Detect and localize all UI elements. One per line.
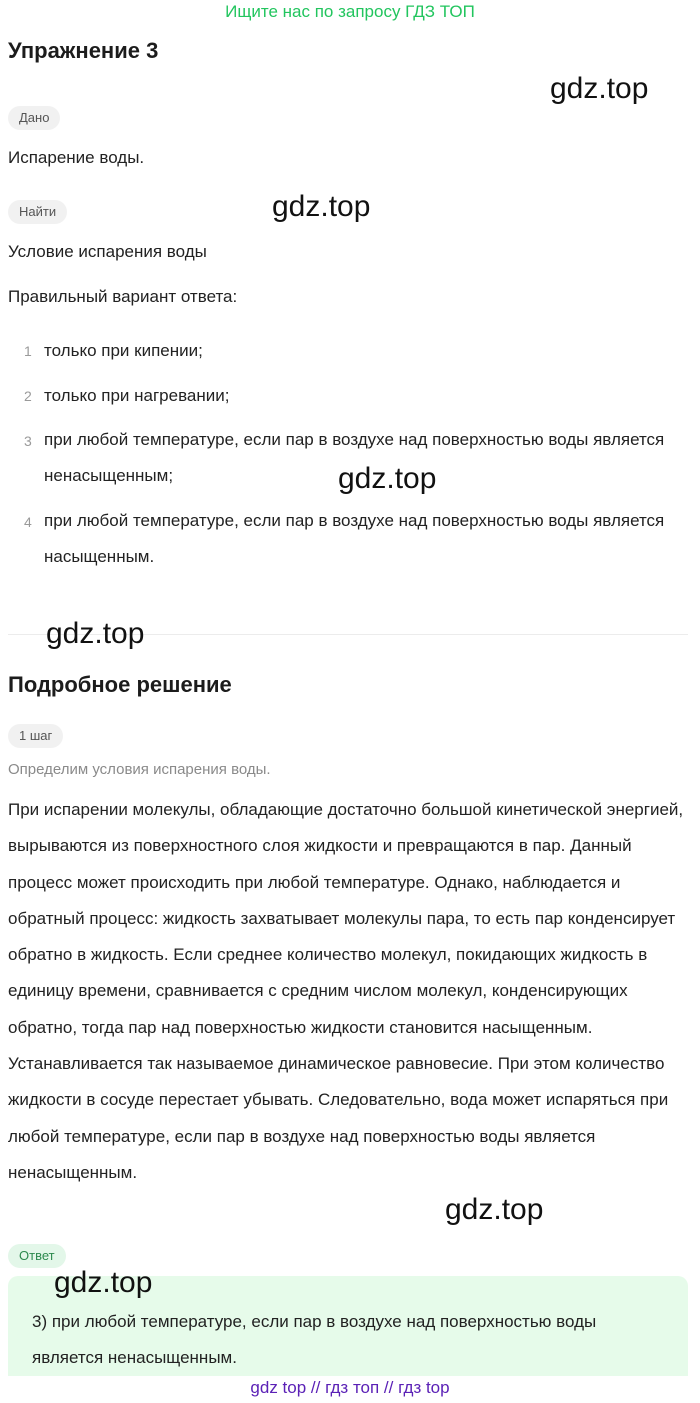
find-text: Условие испарения воды (8, 242, 207, 261)
watermark: gdz.top (46, 617, 145, 650)
exercise-title: Упражнение 3 (8, 38, 159, 63)
step-intro: Определим условия испарения воды. (8, 761, 271, 778)
answer-chip: Ответ (8, 1244, 66, 1268)
answer-prompt: Правильный вариант ответа: (8, 287, 238, 306)
option-text: при любой температуре, если пар в воздухе над поверхностью воды является насыщенным. (44, 511, 665, 566)
option-text: при любой температуре, если пар в воздухе над поверхностью воды является ненасыщенным; (44, 430, 665, 485)
solution-paragraph: При испарении молекулы, обладающие достаточно большой кинетической энергией, вырываются из поверхностного слоя жидкости и превращаются в пар. Данный процесс может происходить при любой температуре. Однако, наблюдается и обратный процесс: жидкость захватывает молекулы пара, то есть пар конденсирует обратно в жидкость. Если среднее количество молекул, покидающих жидкость в единицу времени, сравнивается с средним числом молекул, конденсирующих обратно, тогда пар над поверхностью жидкости становится насыщенным. Устанавливается так называемое динамическое равновесие. При этом количество жидкости в сосуде перестает убывать. Следовательно, вода может испаряться при любой температуре, если пар в воздухе над поверхностью воды является ненасыщенным. (8, 800, 684, 1182)
option-number: 2 (24, 388, 32, 404)
solution-title: Подробное решение (8, 672, 232, 697)
watermark: gdz.top (272, 190, 371, 223)
option-number: 3 (24, 433, 32, 449)
option-text: только при кипении; (44, 341, 203, 360)
top-banner[interactable]: Ищите нас по запросу ГДЗ ТОП (225, 2, 475, 21)
watermark: gdz.top (550, 72, 649, 105)
option-number: 1 (24, 343, 32, 359)
step-chip: 1 шаг (8, 724, 63, 748)
footer-links[interactable]: gdz top // гдз топ // гдз top (250, 1378, 450, 1397)
given-chip: Дано (8, 106, 60, 130)
answer-text: 3) при любой температуре, если пар в воздухе над поверхностью воды является ненасыщенным. (32, 1312, 597, 1367)
option-number: 4 (24, 514, 32, 530)
watermark: gdz.top (445, 1193, 544, 1226)
option-text: только при нагревании; (44, 386, 230, 405)
watermark: gdz.top (338, 462, 437, 495)
given-text: Испарение воды. (8, 148, 145, 167)
watermark: gdz.top (54, 1266, 153, 1299)
find-chip: Найти (8, 200, 67, 224)
